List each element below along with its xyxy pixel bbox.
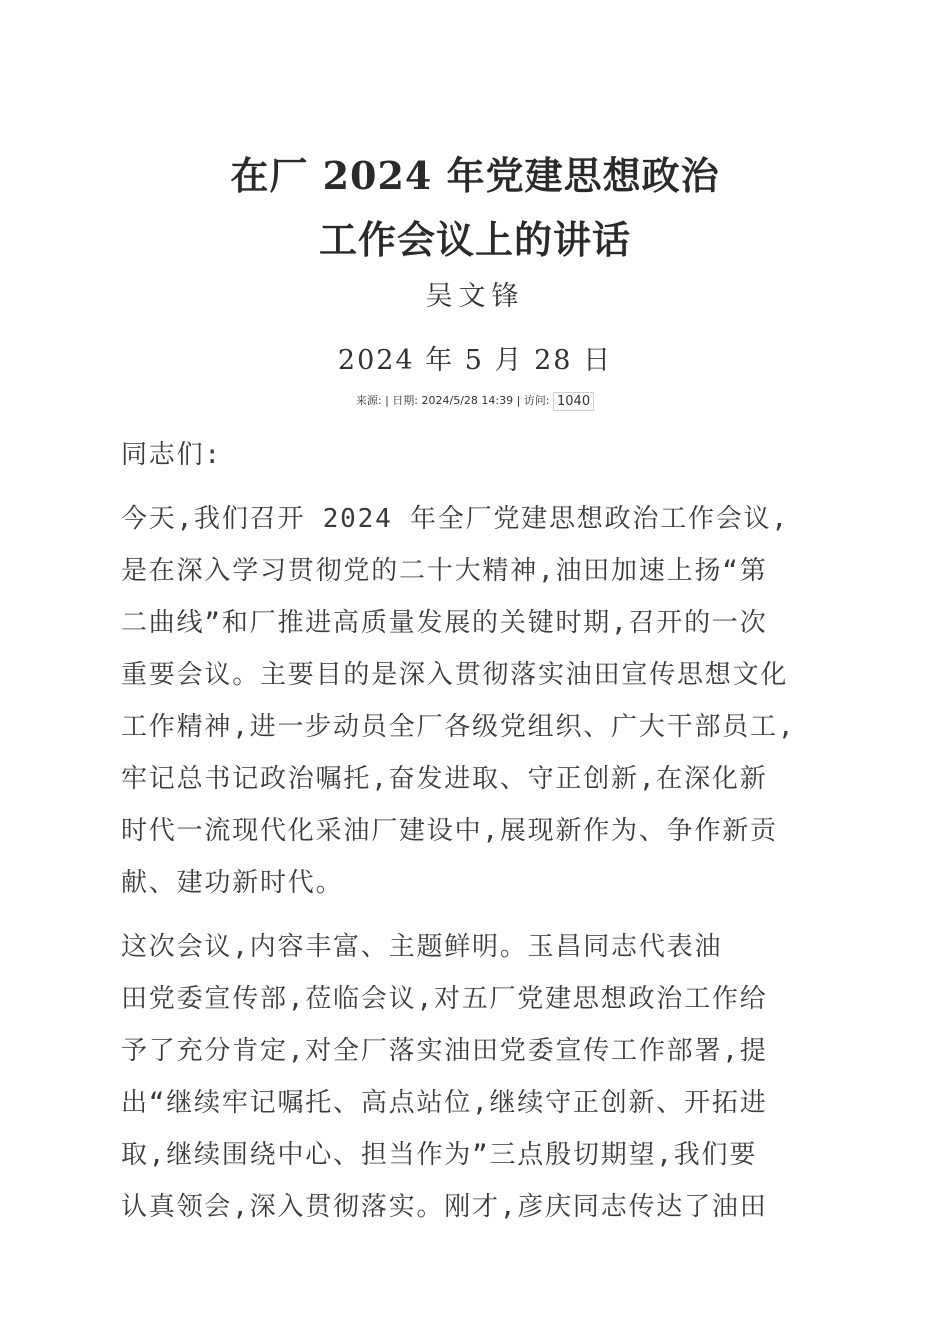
- paragraph-1-line: 时代一流现代化采油厂建设中,展现新作为、争作新贡: [121, 816, 778, 846]
- meta-source-date: 来源: | 日期: 2024/5/28 14:39 | 访问:: [355, 394, 553, 407]
- speech-date: 2024 年 5 月 28 日: [337, 345, 613, 376]
- paragraph-1-line: 工作精神,进一步动员全厂各级党组织、广大干部员工,: [121, 712, 796, 742]
- author-name: 吴文锋: [425, 281, 525, 312]
- paragraph-1-line: 今天,我们召开 2024 年全厂党建思想政治工作会议,: [121, 504, 789, 534]
- paragraph-2-line: 予了充分肯定,对全厂落实油田党委宣传工作部署,提: [121, 1036, 768, 1066]
- paragraph-1-line: 牢记总书记政治嘱托,奋发进取、守正创新,在深化新: [121, 764, 768, 794]
- paragraph-1-line: 是在深入学习贯彻党的二十大精神,油田加速上扬“第: [121, 556, 768, 586]
- paragraph-1-line: 重要会议。主要目的是深入贯彻落实油田宣传思想文化: [121, 660, 789, 690]
- paragraph-2-line: 这次会议,内容丰富、主题鲜明。玉昌同志代表油: [121, 932, 723, 962]
- paragraph-2-line: 田党委宣传部,莅临会议,对五厂党建思想政治工作给: [121, 984, 768, 1014]
- paragraph-2-line: 认真领会,深入贯彻落实。刚才,彦庆同志传达了油田: [121, 1192, 768, 1222]
- paragraph-1-line: 献、建功新时代。: [121, 868, 344, 898]
- paragraph-2-line: 取,继续围绕中心、担当作为”三点殷切期望,我们要: [121, 1140, 758, 1170]
- paragraph-1-line: 二曲线”和厂推进高质量发展的关键时期,召开的一次: [121, 608, 768, 638]
- speech-body: [121, 433, 833, 1237]
- greeting: 同志们:: [121, 440, 222, 470]
- meta-info-bar: [0, 391, 950, 411]
- paragraph-2-line: 出“继续牢记嘱托、高点站位,继续守正创新、开拓进: [121, 1088, 768, 1118]
- visit-count: 1040: [553, 392, 594, 411]
- document-title-line-2: 工作会议上的讲话: [318, 217, 631, 262]
- document-title-line-1: 在厂 2024 年党建思想政治: [230, 153, 720, 198]
